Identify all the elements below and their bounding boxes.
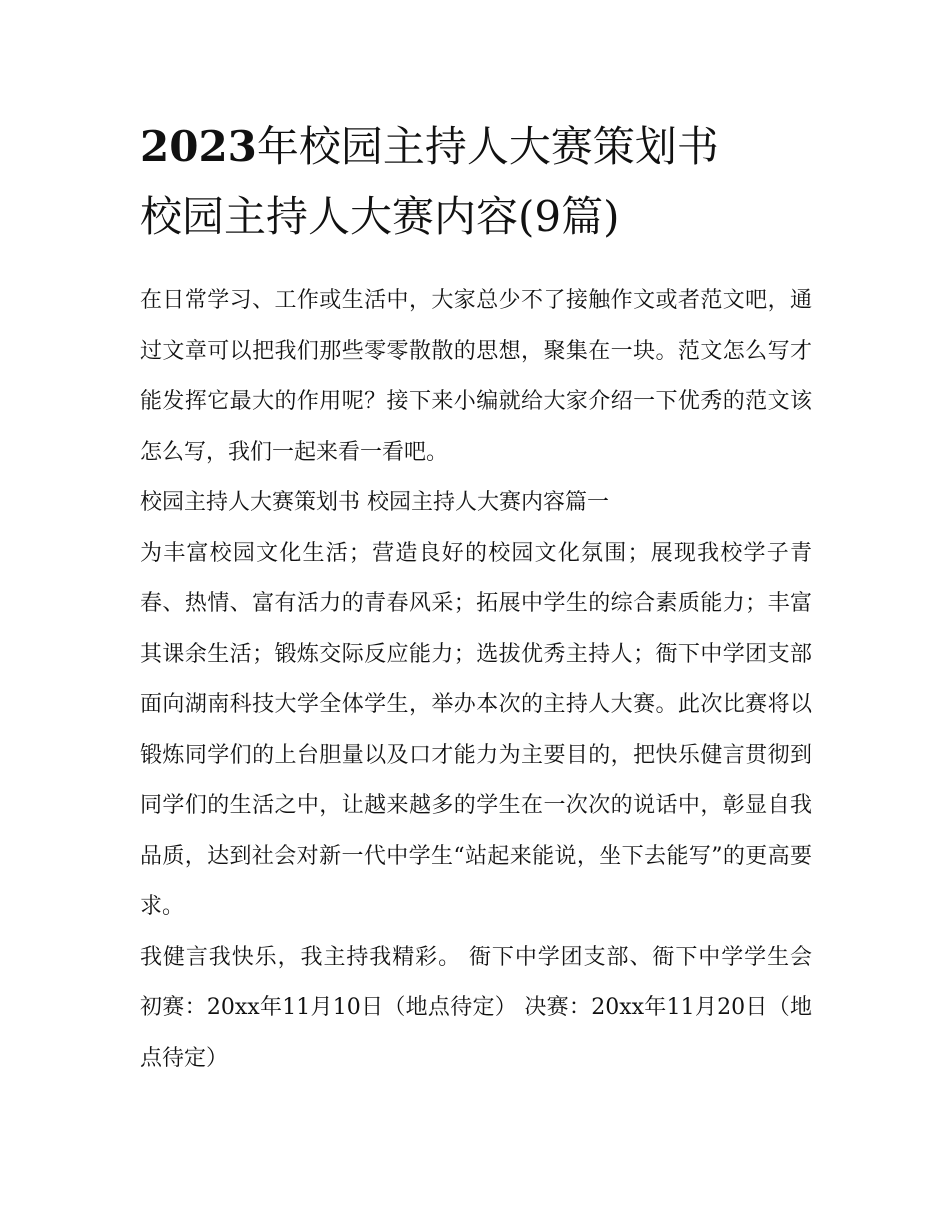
intro-paragraph: 在日常学习、工作或生活中，大家总少不了接触作文或者范文吧，通过文章可以把我们那些零零散散的思想，聚集在一块。范文怎么写才能发挥它最大的作用呢？接下来小编就给大家介绍一下优秀的范文该怎么写，我们一起来看一看吧。 — [140, 288, 812, 465]
title-year: 2023 — [140, 122, 257, 171]
document-page — [140, 112, 812, 1084]
body-paragraph-2: 我健言我快乐，我主持我精彩。 衙下中学团支部、衙下中学学生会 初赛：20xx年11月10日（地点待定） 决赛：20xx年11月20日（地点待定） — [140, 944, 812, 1071]
title-line-1: 年校园主持人大赛策划书 — [256, 122, 719, 171]
title-line-2: 校园主持人大赛内容(9篇) — [140, 192, 620, 241]
document-title — [140, 112, 812, 252]
body-paragraph-1: 为丰富校园文化生活；营造良好的校园文化氛围；展现我校学子青春、热情、富有活力的青春风采；拓展中学生的综合素质能力；丰富其课余生活；锻炼交际反应能力；选拔优秀主持人；衙下中学团支部面向湖南科技大学全体学生，举办本次的主持人大赛。此次比赛将以锻炼同学们的上台胆量以及口才能力为主要目的，把快乐健言贯彻到同学们的生活之中，让越来越多的学生在一次次的说话中，彰显自我品质，达到社会对新一代中学生“站起来能说，坐下去能写”的更高要求。 — [140, 540, 812, 919]
section-heading: 校园主持人大赛策划书 校园主持人大赛内容篇一 — [140, 490, 609, 515]
